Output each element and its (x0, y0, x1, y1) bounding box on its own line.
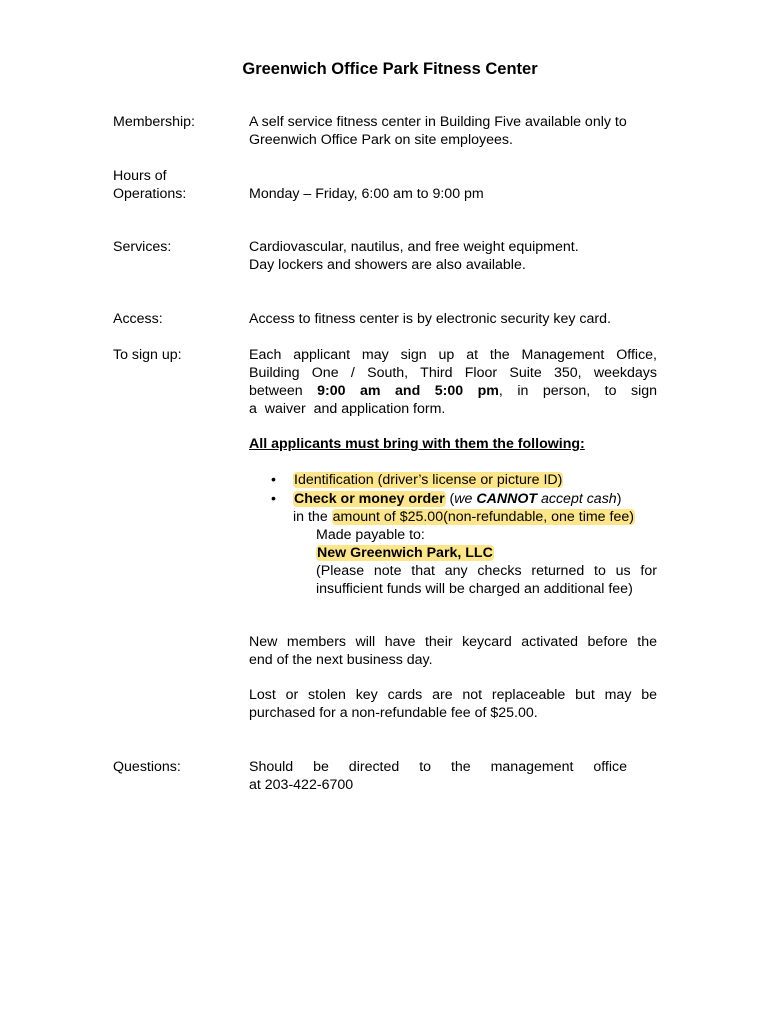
services-line-1: Cardiovascular, nautilus, and free weight equipment. (249, 239, 579, 255)
returned-checks-note-2: insufficient funds will be charged an additional fee) (316, 581, 633, 597)
questions-text (249, 758, 627, 794)
requirements-heading-text: All applicants must bring with them the following: (249, 436, 585, 452)
requirements-heading (249, 435, 657, 453)
services-line-2: Day lockers and showers are also available. (249, 257, 526, 273)
payee-name: New Greenwich Park, LLC (317, 545, 493, 561)
signup-text (249, 346, 657, 418)
payable-label: Made payable to: (316, 527, 425, 543)
page-title: Greenwich Office Park Fitness Center (242, 60, 538, 78)
questions-phone: at 203-422-6700 (249, 777, 354, 793)
returned-checks-note-1: (Please note that any checks returned to us for (316, 563, 657, 579)
hours-label (113, 167, 243, 203)
payment-line-2 (293, 508, 657, 526)
services-label: Services: (113, 239, 172, 255)
accept-cash-text: accept cash (537, 491, 617, 507)
hours-label-line-1: Hours of (113, 168, 167, 184)
lost-line-1: Lost or stolen key cards are not replaceable but may be (249, 687, 657, 703)
signup-between: between (249, 383, 303, 399)
signup-line-3 (249, 382, 657, 400)
identification-highlight: Identification (driver’s license or picture ID) (294, 472, 563, 488)
in-the-text: in the (293, 509, 332, 525)
amount-highlight (332, 509, 635, 525)
hours-label-line-2: Operations: (113, 186, 187, 202)
questions-line-1: Should be directed to the management office (249, 759, 627, 775)
payable-block (316, 526, 657, 598)
payment-line-1 (293, 490, 657, 508)
access-label: Access: (113, 311, 163, 327)
membership-label: Membership: (113, 114, 196, 130)
lost-line-2: purchased for a non-refundable fee of $25.00. (249, 705, 538, 721)
we-text: we (454, 491, 477, 507)
services-text (249, 238, 657, 274)
signup-in-person: , in person, to sign (498, 383, 657, 399)
bullet-icon: • (271, 472, 276, 488)
keycard-line-2: end of the next business day. (249, 652, 433, 668)
check-or-money-order: Check or money order (294, 491, 445, 507)
bullet-icon: • (271, 491, 276, 507)
signup-line-2: Building One / South, Third Floor Suite 350, weekdays (249, 365, 657, 381)
keycard-line-1: New members will have their keycard activated before the (249, 634, 657, 650)
bullet-payment (293, 490, 657, 526)
lost-cards (249, 686, 657, 722)
cannot-text: CANNOT (476, 491, 538, 507)
signup-line-1: Each applicant may sign up at the Management Office, (249, 347, 657, 363)
access-text: Access to fitness center is by electronic security key card. (249, 311, 611, 327)
membership-line-1: A self service fitness center in Building Five available only to (249, 114, 627, 130)
bullet-identification (293, 471, 563, 489)
check-highlight (293, 491, 446, 507)
payee-line (316, 544, 657, 562)
hours-text: Monday – Friday, 6:00 am to 9:00 pm (249, 186, 484, 202)
questions-label: Questions: (113, 759, 181, 775)
signup-line-4: a waiver and application form. (249, 401, 446, 417)
membership-text (249, 113, 657, 149)
keycard-activation (249, 633, 657, 669)
paren-close: ) (616, 491, 622, 507)
membership-line-2: Greenwich Office Park on site employees. (249, 132, 513, 148)
signup-label: To sign up: (113, 347, 182, 363)
signup-hours: 9:00 am and 5:00 pm (317, 383, 499, 399)
amount-text: amount of $25.00 (332, 509, 444, 525)
fee-note-text: (non-refundable, one time fee) (443, 509, 634, 525)
paren-open: ( (445, 491, 455, 507)
